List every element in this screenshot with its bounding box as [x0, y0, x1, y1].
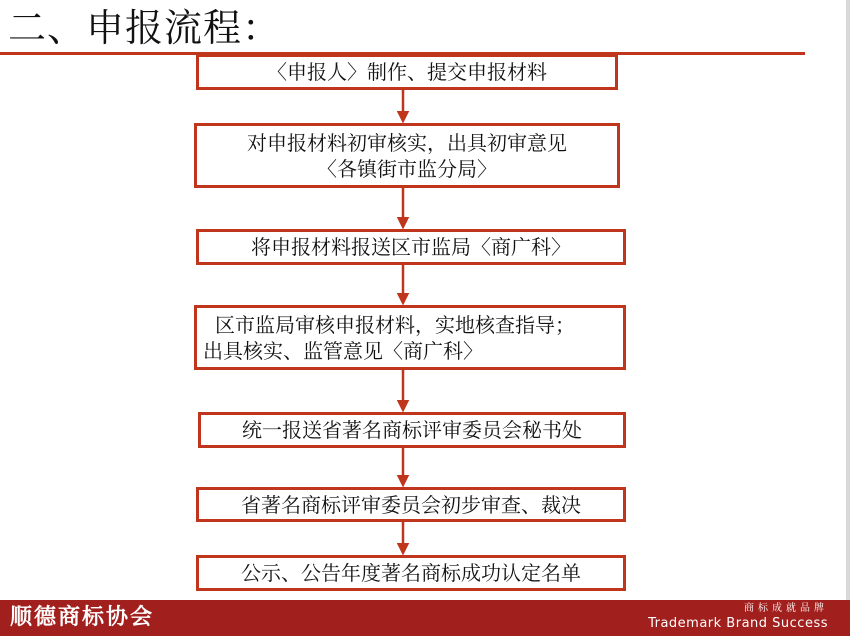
flow-step-6	[196, 487, 626, 522]
flow-step-4-line-2: 出具核实、监管意见〈商广科〉	[203, 338, 483, 363]
footer-tagline-cn: 商标成就品牌	[744, 603, 828, 614]
flow-step-7	[196, 555, 626, 591]
flow-step-1	[196, 54, 618, 90]
flow-step-2	[194, 123, 620, 188]
flow-step-3-line-1: 将申报材料报送区市监局〈商广科〉	[251, 235, 571, 259]
flow-step-4-line-1: 区市监局审核申报材料，实地核查指导；	[215, 312, 575, 337]
flow-step-4	[194, 305, 626, 370]
footer-tagline-en: Trademark Brand Success	[648, 616, 828, 631]
flow-step-2-line-1: 对申报材料初审核实，出具初审意见	[247, 130, 567, 155]
flow-step-1-line-1: 〈申报人〉制作、提交申报材料	[267, 60, 547, 84]
flow-step-7-line-1: 公示、公告年度著名商标成功认定名单	[241, 561, 581, 585]
slide-title: 二、申报流程：	[8, 6, 282, 50]
footer-logo: 顺德商标协会	[10, 605, 155, 630]
flow-step-6-line-1: 省著名商标评审委员会初步审查、裁决	[241, 492, 581, 517]
flow-step-3	[196, 229, 626, 265]
flow-step-5	[198, 412, 626, 448]
footer-bar	[0, 600, 850, 636]
flow-step-2-line-2: 〈各镇街市监分局〉	[317, 156, 497, 181]
footer-tagline	[648, 603, 828, 632]
flow-step-5-line-1: 统一报送省著名商标评审委员会秘书处	[242, 418, 582, 442]
